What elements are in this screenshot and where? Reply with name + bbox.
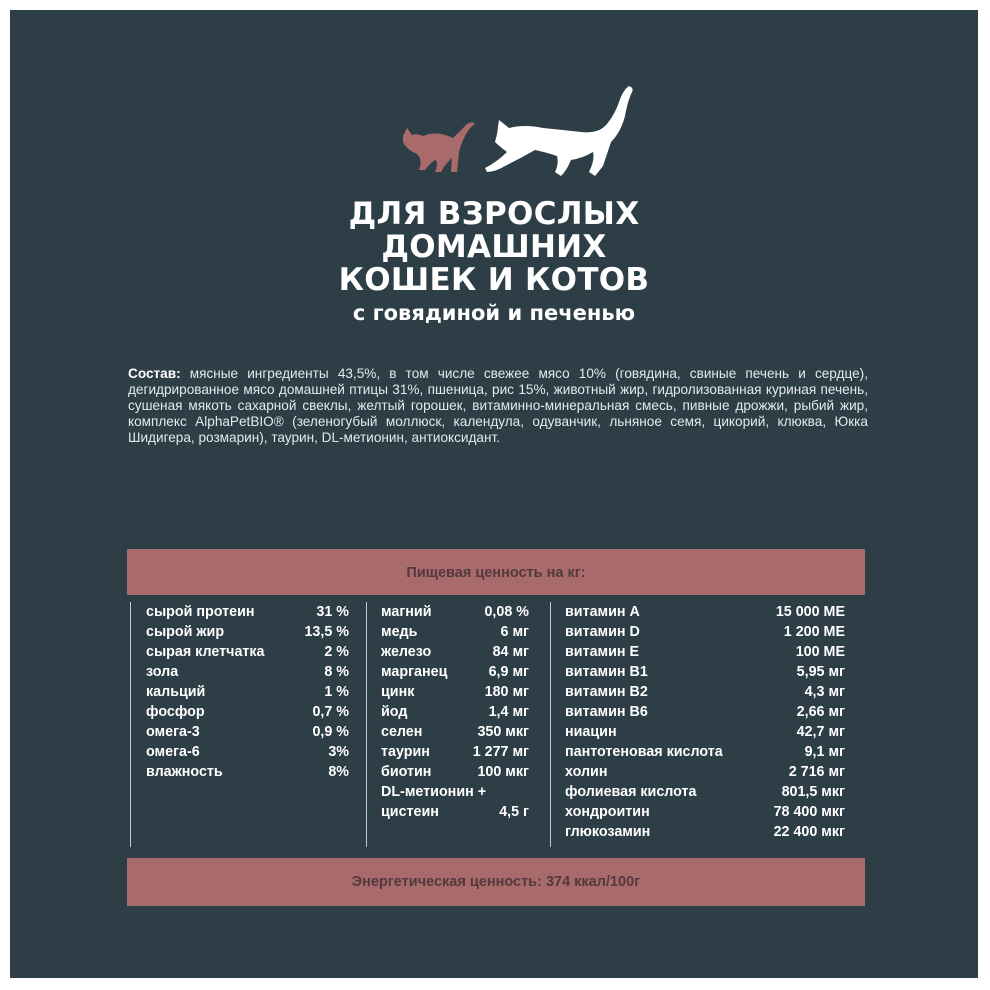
nutrient-name: хондроитин bbox=[565, 804, 650, 820]
nutrition-row bbox=[367, 802, 529, 822]
package-panel bbox=[10, 10, 978, 978]
nutrient-value: 2 % bbox=[324, 644, 349, 660]
nutrient-value: 4,5 г bbox=[499, 804, 529, 820]
nutrient-name: йод bbox=[381, 704, 408, 720]
nutrient-name: биотин bbox=[381, 764, 432, 780]
nutrient-value: 2,66 мг bbox=[796, 704, 845, 720]
nutrition-row bbox=[131, 642, 349, 662]
cats-illustration bbox=[395, 80, 645, 185]
nutrient-value: 84 мг bbox=[492, 644, 529, 660]
nutrient-name: зола bbox=[146, 664, 179, 680]
nutrient-value: 1 200 МЕ bbox=[783, 624, 845, 640]
nutrient-name: холин bbox=[565, 764, 608, 780]
nutrient-value: 13,5 % bbox=[304, 624, 349, 640]
nutrient-value: 42,7 мг bbox=[796, 724, 845, 740]
nutrition-column-vitamins bbox=[550, 602, 845, 847]
nutrient-value: 15 000 МЕ bbox=[775, 604, 845, 620]
nutrient-name: сырой жир bbox=[146, 624, 225, 640]
nutrient-name: пантотеновая кислота bbox=[565, 744, 723, 760]
nutrient-value: 0,7 % bbox=[312, 704, 349, 720]
nutrient-name: фосфор bbox=[146, 704, 205, 720]
nutrition-row bbox=[551, 802, 845, 822]
nutrient-value: 0,9 % bbox=[312, 724, 349, 740]
nutrition-row bbox=[551, 742, 845, 762]
nutrition-row bbox=[367, 662, 529, 682]
nutrition-column-macros bbox=[130, 602, 349, 847]
nutrient-name: медь bbox=[381, 624, 418, 640]
nutrition-row bbox=[551, 682, 845, 702]
nutrient-value: 8 % bbox=[324, 664, 349, 680]
nutrition-row bbox=[131, 622, 349, 642]
nutrient-value: 2 716 мг bbox=[788, 764, 845, 780]
product-headline bbox=[10, 198, 978, 297]
nutrient-name: ниацин bbox=[565, 724, 617, 740]
composition-body: мясные ингредиенты 43,5%, в том числе свежее мясо 10% (говядина, свиные печень и сердце), дегидрированное мясо домашней птицы 31%, пшеница, рис 15%, животный жир, гидролизованная куриная печень, сушеная мякоть сахарной свеклы, желтый горошек, витаминно-минеральная смесь, пивные дрожжи, рыбий жир, комплекс AlphaPetBIO® (зеленогубый моллюск, календула, одуванчик, льняное семя, цикорий, клюква, Юкка Шидигера, розмарин), таурин, DL-метионин, антиоксидант. bbox=[128, 366, 868, 445]
nutrition-row bbox=[367, 762, 529, 782]
nutrition-row bbox=[551, 642, 845, 662]
nutrient-name: витамин E bbox=[565, 644, 640, 660]
nutrient-name: витамин A bbox=[565, 604, 640, 620]
nutrition-row bbox=[131, 702, 349, 722]
nutrition-row bbox=[131, 602, 349, 622]
nutrient-value: 180 мг bbox=[484, 684, 529, 700]
nutrition-row bbox=[551, 622, 845, 642]
nutrition-row bbox=[367, 642, 529, 662]
nutrient-name: сырая клетчатка bbox=[146, 644, 265, 660]
nutrient-value: 4,3 мг bbox=[804, 684, 845, 700]
nutrient-value: 9,1 мг bbox=[804, 744, 845, 760]
nutrient-name: витамин B1 bbox=[565, 664, 648, 680]
nutrition-row bbox=[551, 602, 845, 622]
nutrient-value: 78 400 мкг bbox=[773, 804, 845, 820]
nutrient-name: цинк bbox=[381, 684, 415, 700]
nutrient-name: таурин bbox=[381, 744, 430, 760]
nutrient-value: 0,08 % bbox=[484, 604, 529, 620]
nutrient-value: 6 мг bbox=[500, 624, 529, 640]
nutrient-name: кальций bbox=[146, 684, 206, 700]
nutrition-row bbox=[131, 762, 349, 782]
nutrient-name: цистеин bbox=[381, 804, 439, 820]
cat-icon bbox=[485, 86, 633, 176]
nutrition-row bbox=[551, 722, 845, 742]
nutrient-value: 8% bbox=[328, 764, 349, 780]
nutrition-row bbox=[551, 662, 845, 682]
composition-label: Состав: bbox=[128, 366, 181, 381]
nutrition-header: Пищевая ценность на кг: bbox=[127, 549, 865, 595]
nutrient-name: магний bbox=[381, 604, 432, 620]
nutrition-row bbox=[131, 742, 349, 762]
nutrient-value: 6,9 мг bbox=[488, 664, 529, 680]
nutrient-name: влажность bbox=[146, 764, 223, 780]
nutrition-row bbox=[367, 722, 529, 742]
nutrition-row bbox=[367, 622, 529, 642]
headline-line-1: ДЛЯ ВЗРОСЛЫХ bbox=[348, 196, 640, 232]
energy-value-bar: Энергетическая ценность: 374 ккал/100г bbox=[127, 858, 865, 906]
nutrient-name: железо bbox=[381, 644, 432, 660]
nutrient-name: DL-метионин + bbox=[381, 784, 487, 800]
nutrition-row bbox=[551, 822, 845, 842]
nutrition-row bbox=[367, 742, 529, 762]
composition-text bbox=[128, 366, 868, 446]
nutrition-row bbox=[551, 782, 845, 802]
nutrient-value: 100 мкг bbox=[477, 764, 529, 780]
nutrient-name: сырой протеин bbox=[146, 604, 255, 620]
nutrient-value: 3% bbox=[328, 744, 349, 760]
nutrient-value: 801,5 мкг bbox=[781, 784, 845, 800]
nutrition-row bbox=[131, 662, 349, 682]
nutrient-name: омега-6 bbox=[146, 744, 200, 760]
nutrition-row bbox=[131, 722, 349, 742]
nutrition-row bbox=[367, 682, 529, 702]
nutrient-name: глюкозамин bbox=[565, 824, 651, 840]
nutrition-row bbox=[551, 762, 845, 782]
nutrition-column-minerals bbox=[366, 602, 529, 847]
nutrient-name: селен bbox=[381, 724, 423, 740]
nutrient-value: 1 % bbox=[324, 684, 349, 700]
nutrient-name: витамин D bbox=[565, 624, 640, 640]
nutrition-row bbox=[367, 602, 529, 622]
nutrient-name: омега-3 bbox=[146, 724, 200, 740]
nutrition-row bbox=[551, 702, 845, 722]
nutrition-row bbox=[367, 702, 529, 722]
nutrient-name: витамин B6 bbox=[565, 704, 648, 720]
headline-line-2: ДОМАШНИХ bbox=[381, 229, 607, 265]
kitten-icon bbox=[403, 122, 475, 172]
nutrient-value: 22 400 мкг bbox=[773, 824, 845, 840]
nutrient-value: 5,95 мг bbox=[796, 664, 845, 680]
nutrient-name: фолиевая кислота bbox=[565, 784, 697, 800]
nutrient-value: 350 мкг bbox=[477, 724, 529, 740]
nutrient-name: марганец bbox=[381, 664, 448, 680]
nutrient-value: 31 % bbox=[316, 604, 349, 620]
headline-line-3: КОШЕК И КОТОВ bbox=[338, 262, 650, 298]
nutrient-value: 1 277 мг bbox=[472, 744, 529, 760]
nutrition-row bbox=[131, 682, 349, 702]
nutrient-name: витамин B2 bbox=[565, 684, 648, 700]
nutrient-value: 100 МЕ bbox=[795, 644, 845, 660]
nutrient-value: 1,4 мг bbox=[488, 704, 529, 720]
nutrition-row bbox=[367, 782, 529, 802]
product-subtitle: с говядиной и печенью bbox=[352, 301, 636, 325]
